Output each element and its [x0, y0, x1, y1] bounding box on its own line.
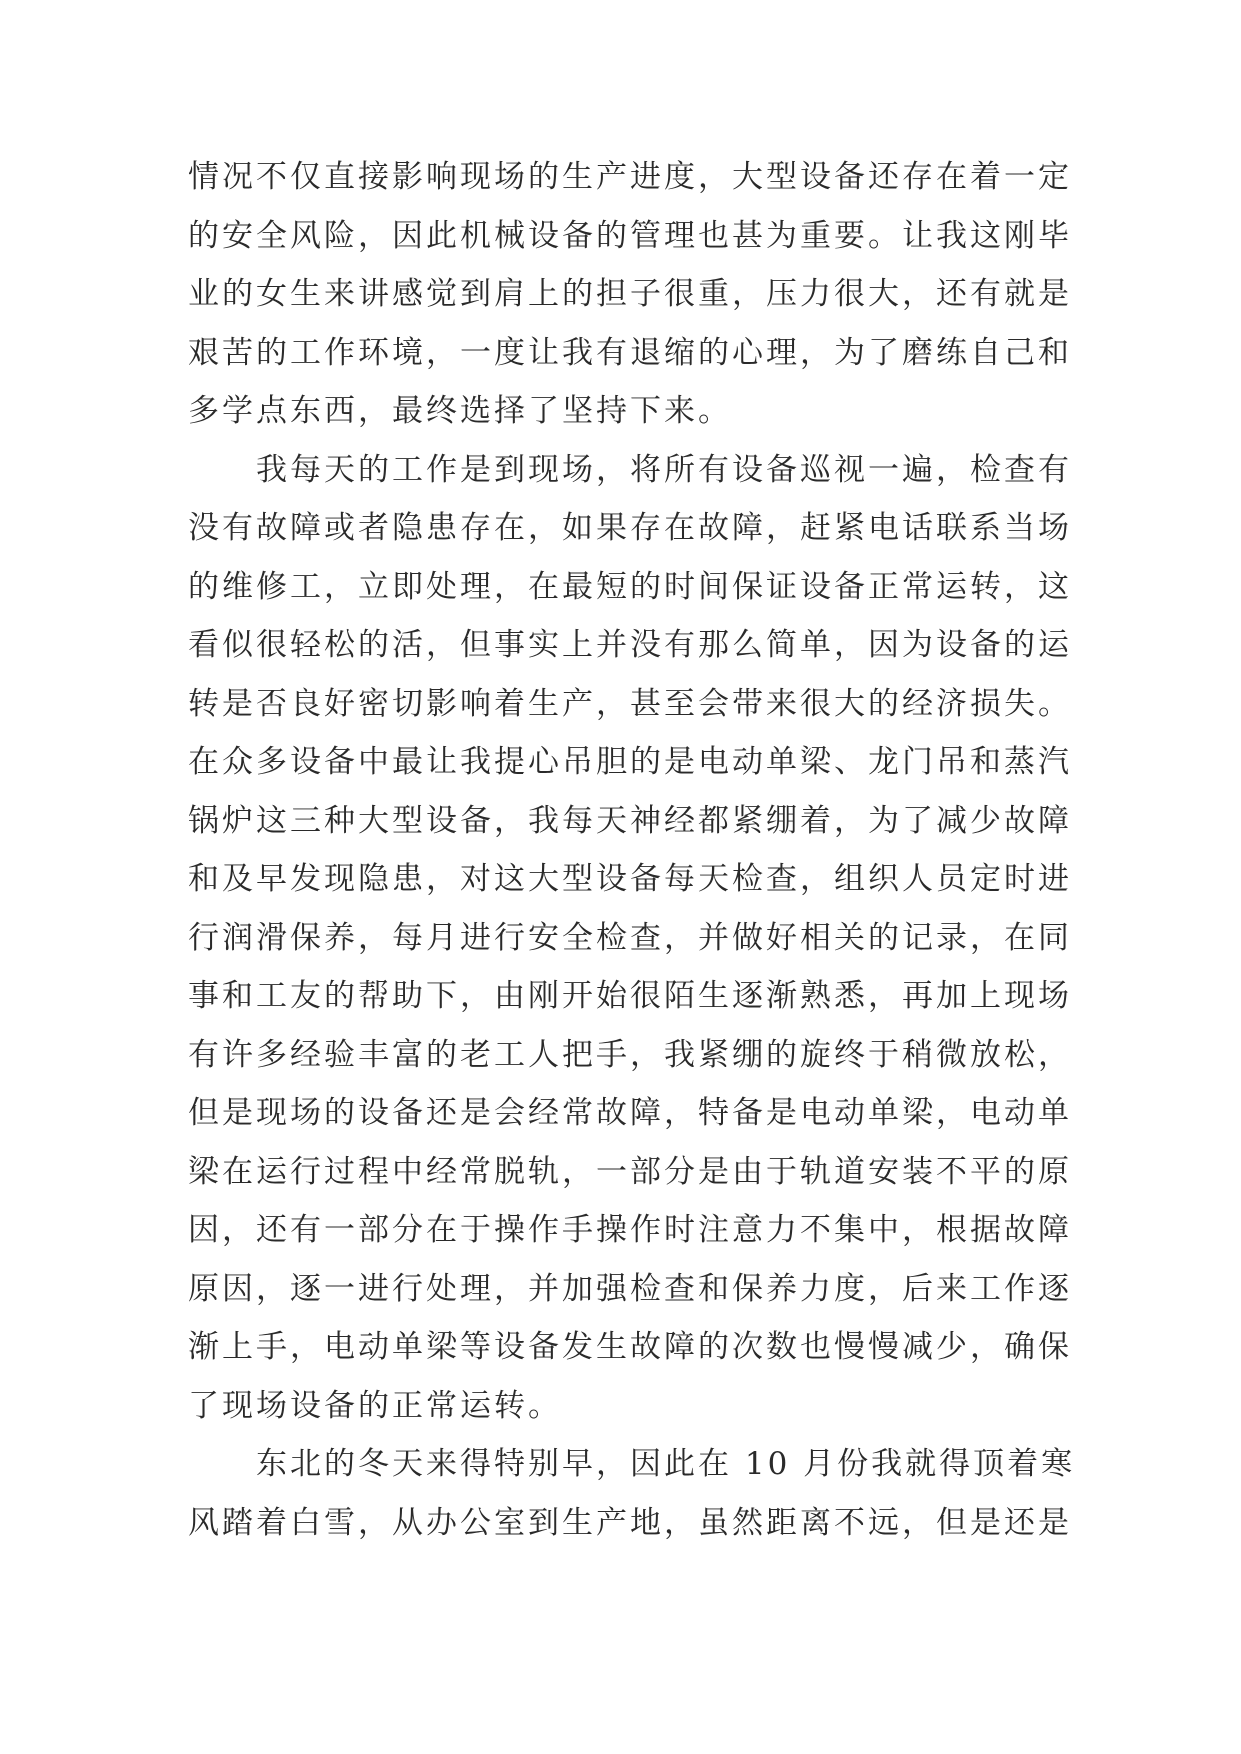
text-line: 东北的冬天来得特别早，因此在 10 月份我就得顶着寒 [256, 1446, 1076, 1482]
text-line: 事和工友的帮助下，由刚开始很陌生逐渐熟悉，再加上现场 [188, 978, 1072, 1014]
text-line: 看似很轻松的活，但事实上并没有那么简单，因为设备的运 [188, 627, 1072, 663]
text-line: 的维修工，立即处理，在最短的时间保证设备正常运转，这 [188, 568, 1072, 605]
text-line: 艰苦的工作环境，一度让我有退缩的心理，为了磨练自己和 [188, 334, 1072, 371]
text-line: 因，还有一部分在于操作手操作时注意力不集中，根据故障 [188, 1212, 1072, 1248]
text-line: 有许多经验丰富的老工人把手，我紧绷的旋终于稍微放松， [188, 1036, 1072, 1073]
text-line: 业的女生来讲感觉到肩上的担子很重，压力很大，还有就是 [188, 276, 1072, 312]
text-line: 情况不仅直接影响现场的生产进度，大型设备还存在着一定 [188, 159, 1072, 195]
text-line: 我每天的工作是到现场，将所有设备巡视一遍，检查有 [256, 451, 1072, 488]
text-line: 了现场设备的正常运转。 [188, 1387, 562, 1424]
text-line: 和及早发现隐患，对这大型设备每天检查，组织人员定时进 [188, 861, 1072, 897]
text-line: 多学点东西，最终选择了坚持下来。 [188, 393, 732, 429]
text-line: 锅炉这三种大型设备，我每天神经都紧绷着，为了减少故障 [188, 802, 1072, 839]
text-line: 在众多设备中最让我提心吊胆的是电动单梁、龙门吊和蒸汽 [188, 744, 1072, 780]
text-line: 转是否良好密切影响着生产，甚至会带来很大的经济损失。 [188, 685, 1072, 722]
text-line: 风踏着白雪，从办公室到生产地，虽然距离不远，但是还是 [188, 1504, 1072, 1541]
text-line: 梁在运行过程中经常脱轨，一部分是由于轨道安装不平的原 [188, 1153, 1072, 1190]
text-line: 但是现场的设备还是会经常故障，特备是电动单梁，电动单 [188, 1095, 1072, 1131]
text-line: 原因，逐一进行处理，并加强检查和保养力度，后来工作逐 [188, 1270, 1072, 1307]
text-line: 没有故障或者隐患存在，如果存在故障，赶紧电话联系当场 [188, 510, 1072, 546]
body-text [188, 148, 1076, 1552]
text-line: 渐上手，电动单梁等设备发生故障的次数也慢慢减少，确保 [188, 1329, 1072, 1365]
text-line: 的安全风险，因此机械设备的管理也甚为重要。让我这刚毕 [188, 217, 1072, 254]
text-line: 行润滑保养，每月进行安全检查，并做好相关的记录，在同 [188, 919, 1072, 956]
